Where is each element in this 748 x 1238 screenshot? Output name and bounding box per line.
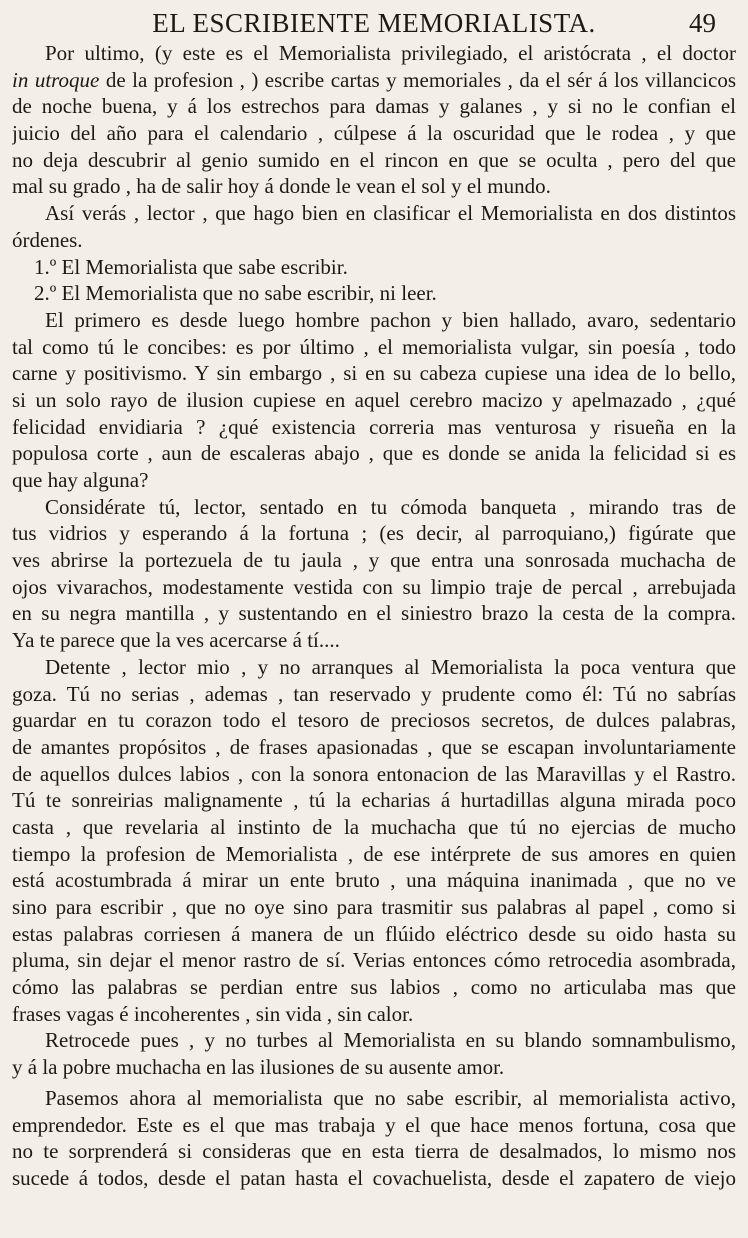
running-title: EL ESCRIBIENTE MEMORIALISTA. <box>152 8 596 38</box>
text-line: tus vidrios y esperando á la fortuna ; (es decir, al parroquiano,) figúrate que <box>12 521 736 546</box>
text-line: in utroque de la profesion , ) escribe cartas y memoriales , da el sér á los villancicos <box>12 67 736 92</box>
text-line: Pasemos ahora al memorialista que no sabe escribir, al memorialista activo, <box>45 1085 736 1110</box>
text-line: carne y positivismo. Y sin embargo , si en su cabeza cupiese una idea de lo bello, <box>12 361 736 386</box>
text-line: frases vagas é incoherentes , sin vida , sin calor. <box>12 1001 414 1026</box>
text-line: cómo las palabras se perdian entre sus labios , como no articulaba mas que <box>12 975 736 1000</box>
text-line: juicio del año para el calendario , cúlpese á la oscuridad que le rodea , y que <box>12 121 736 146</box>
text-line: felicidad envidiaria ? ¿qué existencia correria mas venturosa y risueña en la <box>12 414 736 439</box>
text-line: de amantes propósitos , de frases apasionadas , que se escapan involuntariamente <box>12 734 736 759</box>
text-line: goza. Tú no serias , ademas , tan reservado y prudente como él: Tú no sabrías <box>12 681 736 706</box>
text-line: de noche buena, y á los estrechos para damas y galanes , y si no le confian el <box>12 94 736 119</box>
text-line: ojos vivarachos, modestamente vestida con su limpio traje de percal , arrebujada <box>12 574 736 599</box>
text-line: Así verás , lector , que hago bien en clasificar el Memorialista en dos distintos <box>45 201 736 226</box>
text-line: Detente , lector mio , y no arranques al Memorialista la poca ventura que <box>45 654 736 679</box>
text-line: Considérate tú, lector, sentado en tu cómoda banqueta , mirando tras de <box>45 494 736 519</box>
running-header <box>12 6 736 40</box>
text-line: sino para escribir , que no oye sino para trasmitir sus palabras al papel , como si <box>12 895 736 919</box>
text-line: guardar en tu corazon todo el tesoro de preciosos secretos, de dulces palabras, <box>12 708 736 733</box>
text-line: casta , que revelaria al instinto de la muchacha que tú no ejercias de mucho <box>12 814 736 839</box>
text-line: Por ultimo, (y este es el Memorialista privilegiado, el aristócrata , el doctor <box>45 41 736 65</box>
text-line: no deja descubrir al genio sumido en el rincon en que se oculta , pero del que <box>12 147 736 172</box>
text-line: 1.º El Memorialista que sabe escribir. <box>34 254 348 279</box>
text-line: si un solo rayo de ilusion cupiese en aquel cerebro macizo y apelmazado , ¿qué <box>12 387 736 412</box>
text-line: Tú te sonreirias malignamente , tú la echarias á hurtadillas alguna mirada poco <box>12 788 736 813</box>
text-line: Retrocede pues , y no turbes al Memorialista en su blando somnambulismo, <box>45 1028 736 1053</box>
text-line: que hay alguna? <box>12 468 149 492</box>
latin-phrase: in utroque <box>12 67 100 92</box>
text-line: estas palabras corriesen á manera de un flúido eléctrico desde su oido hasta su <box>12 921 736 946</box>
text-line: emprendedor. Este es el que mas trabaja y el que hace menos fortuna, cosa que <box>12 1112 736 1137</box>
text-line: tiempo la profesion de Memorialista , de ese intérprete de sus amores en quien <box>12 841 736 866</box>
text-line: populosa corte , aun de escaleras abajo , que es donde se anida la felicidad si es <box>12 441 736 466</box>
text-line: El primero es desde luego hombre pachon y bien hallado, avaro, sedentario <box>45 307 736 332</box>
text-line: está acostumbrada á mirar un ente bruto , una máquina inanimada , que no ve <box>12 868 736 893</box>
text-line: 2.º El Memorialista que no sabe escribir, ni leer. <box>34 281 437 306</box>
text-line: mal su grado , ha de salir hoy á donde le vean el sol y el mundo. <box>12 174 551 199</box>
text-line: sucede á todos, desde el patan hasta el covachuelista, desde el zapatero de viejo <box>12 1165 736 1190</box>
text-line: pluma, sin dejar el menor rastro de sí. Verias entonces cómo retrocedia asombrada, <box>12 948 736 973</box>
text-line: no te sorprenderá si consideras que en esta tierra de desalmados, lo mismo nos <box>12 1139 736 1164</box>
text-line: y á la pobre muchacha en las ilusiones de su ausente amor. <box>12 1055 505 1080</box>
page-number: 49 <box>689 8 716 38</box>
text-line: de aquellos dulces labios , con la sonora entonacion de las Maravillas y el Rastro. <box>12 761 736 786</box>
text-line: Ya te parece que la ves acercarse á tí.... <box>12 628 340 653</box>
text-line: órdenes. <box>12 227 83 252</box>
text-line: tal como tú le concibes: es por último , el memorialista vulgar, sin poesía , todo <box>12 334 736 359</box>
body-text <box>12 40 736 1192</box>
text-line: en su negra mantilla , y sustentando en el siniestro brazo la cesta de la compra. <box>12 601 736 626</box>
text-line: ves abrirse la portezuela de tu jaula , y que entra una sonrosada muchacha de <box>12 548 736 573</box>
